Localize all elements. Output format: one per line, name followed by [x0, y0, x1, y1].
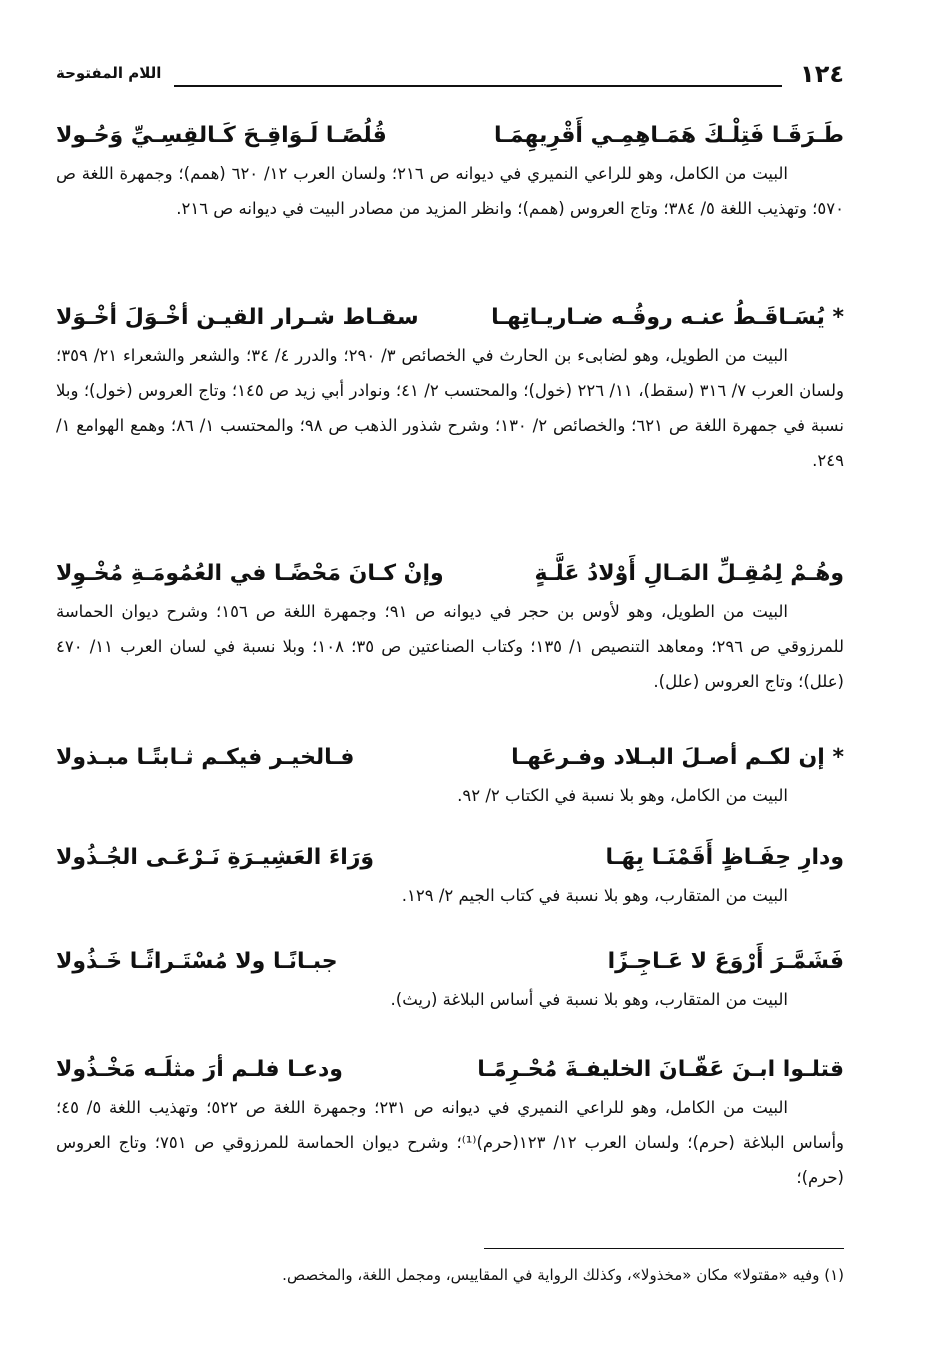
page-header [56, 60, 844, 90]
verse-line [56, 738, 844, 778]
verse-source-note: البيت من الكامل، وهو للراعي النميري في ديوانه ص ٢٣١؛ وجمهرة اللغة ص ٥٢٢؛ وتهذيب اللغة ٥/ ٤٥؛ وأساس البلاغة (حرم)؛ ولسان العرب ١٢/ ١٢٣(حرم)⁽¹⁾؛ وشرح ديوان الحماسة للمرزوقي ص ٧٥١؛ وتاج العروس (حرم)؛ [56, 1098, 844, 1187]
verse-first-hemistich: ودارِ حِفَـاظٍ أَقَمْنَـا بِهَـا [605, 845, 844, 870]
verse-entry [56, 554, 844, 699]
verse-source-note: البيت من الكامل، وهو للراعي النميري في ديوانه ص ٢١٦؛ ولسان العرب ١٢/ ٦٢٠ (همم)؛ وجمهرة اللغة ص ٥٧٠؛ وتهذيب اللغة ٥/ ٣٨٤؛ وتاج العروس (همم)؛ وانظر المزيد من مصادر البيت في ديوانه ص ٢١٦. [56, 164, 844, 218]
footnote-rule [484, 1248, 844, 1249]
verse-entry [56, 298, 844, 478]
header-rule [174, 85, 782, 87]
verse-second-hemistich: ودعـا فلـم أرَ مثلَـه مَخْـذُولا [56, 1057, 343, 1082]
page-number: ١٢٤ [800, 60, 844, 88]
verse-line [56, 838, 844, 878]
verse-second-hemistich: وإنْ كـانَ مَحْضًـا في العُمُومَـةِ مُخْـوِلا [56, 561, 444, 586]
running-head: اللام المفتوحة [56, 64, 162, 82]
verse-line [56, 116, 844, 156]
verse-entry [56, 1050, 844, 1195]
verse-source-note: البيت من الطويل، وهو لأوس بن حجر في ديوانه ص ٩١؛ وجمهرة اللغة ص ١٥٦؛ وشرح ديوان الحماسة للمرزوقي ص ٢٩٦؛ ومعاهد التنصيص ١/ ١٣٥؛ وكتاب الصناعتين ص ٣٥؛ ١٠٨؛ وبلا نسبة في لسان العرب ١١/ ٤٧٠ (علل)؛ وتاج العروس (علل). [56, 602, 845, 691]
verse-first-hemistich: فَشَمَّـرَ أَرْوَعَ لا عَـاجِـزًا [607, 949, 844, 974]
verse-entry [56, 838, 844, 913]
verse-entry [56, 738, 844, 813]
verse-line [56, 1050, 844, 1090]
book-page [56, 50, 844, 1340]
verse-second-hemistich: وَرَاءَ العَشِيـرَةِ نَـرْعَـى الجُـذُولا [56, 845, 375, 870]
verse-source-note: البيت من الكامل، وهو بلا نسبة في الكتاب ٢/ ٩٢. [457, 786, 788, 805]
verse-first-hemistich: طَـرَقَـا فَتِلْـكَ هَمَـاهِمِـي أَقْرِيهِمَـا [494, 123, 844, 148]
verse-second-hemistich: سقـاط شـرار القيـن أخْـوَلَ أخْـوَلا [56, 305, 419, 330]
verse-first-hemistich: وهُـمْ لِمُقِـلِّ المَـالِ أَوْلادُ عَلَّـةٍ [534, 561, 844, 586]
verse-line [56, 554, 844, 594]
verse-first-hemistich: * يُسَـاقَـطُ عنـه روقُـه ضـاريـاتِهـا [491, 305, 844, 330]
verse-line [56, 298, 844, 338]
verse-source-note: البيت من الطويل، وهو لضابىء بن الحارث في الخصائص ٣/ ٢٩٠؛ والدرر ٤/ ٣٤؛ والشعر والشعراء ٢١/ ٣٥٩؛ ولسان العرب ٧/ ٣١٦ (سقط)، ١١/ ٢٢٦ (خول)؛ والمحتسب ٢/ ٤١؛ ونوادر أبي زيد ص ١٤٥؛ وتاج العروس (خول)؛ وبلا نسبة في جمهرة اللغة ص ٦٢١؛ والخصائص ٢/ ١٣٠؛ وشرح شذور الذهب ص ٩٨؛ والمحتسب ١/ ٨٦؛ وهمع الهوامع ١/ ٢٤٩. [56, 346, 844, 470]
verse-entry [56, 116, 844, 226]
verse-entry [56, 942, 844, 1017]
verse-second-hemistich: جبـانًـا ولا مُسْتَـراثًـا خَـذُولا [56, 949, 338, 974]
verse-first-hemistich: قتلـوا ابـنَ عَفّـانَ الخليفـةَ مُحْـرِمًـا [477, 1057, 844, 1082]
verse-source-note: البيت من المتقارب، وهو بلا نسبة في كتاب الجيم ٢/ ١٢٩. [401, 886, 788, 905]
verse-second-hemistich: فـالخيـر فيكـم ثـابتًـا مبـذولا [56, 745, 355, 770]
verse-second-hemistich: قُلُصًـا لَـوَاقِـحَ كَـالقِسِـيِّ وَحُـولا [56, 123, 387, 148]
verse-first-hemistich: * إن لكـم أصـلَ البـلاد وفـرعَهـا [511, 745, 844, 770]
footnote: (١) وفيه «مقتولا» مكان «مخذولا»، وكذلك الرواية في المقاييس، ومجمل اللغة، والمخصص. [282, 1266, 844, 1284]
verse-line [56, 942, 844, 982]
verse-source-note: البيت من المتقارب، وهو بلا نسبة في أساس البلاغة (ريث). [390, 990, 788, 1009]
